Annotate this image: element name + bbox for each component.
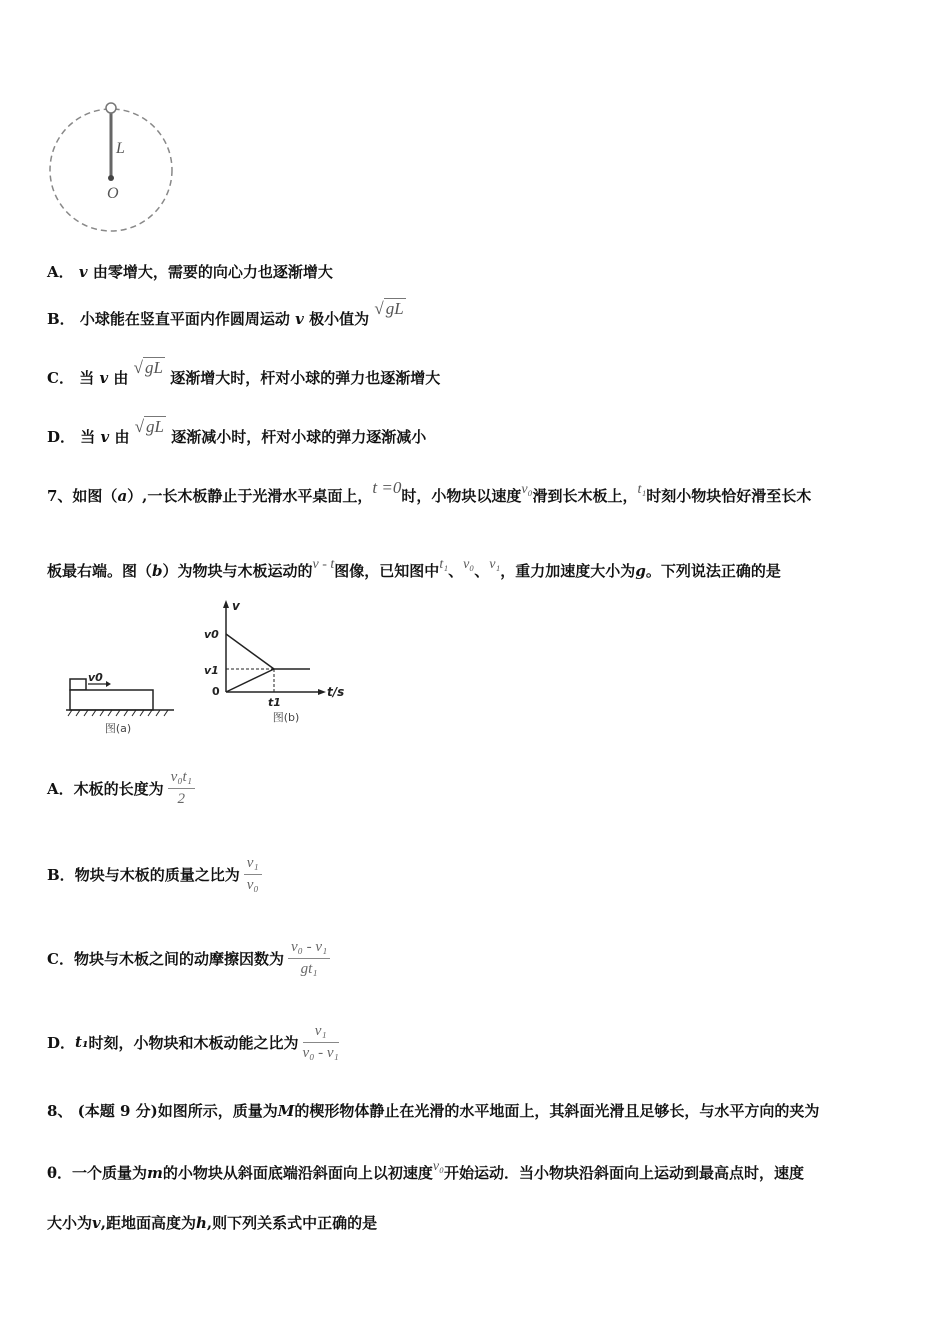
ball — [106, 103, 116, 113]
q7-stem-line1: 7、如图（a）,一长木板静止于光滑水平桌面上，t =0时，小物块以速度v₀滑到长木板上，t₁时刻小物块恰好滑至长木 — [47, 478, 812, 505]
origin-label: 0 — [212, 685, 220, 698]
t1-tick-label: t1 — [268, 696, 281, 709]
q7-option-b: B． 物块与木板的质量之比为 $\frac{\text{v₁}}{\text{v₀}}$ — [47, 852, 262, 896]
q6-option-c: C． 当 v 由 √ gL 逐渐增大时，杆对小球的弹力也逐渐增大 — [47, 358, 441, 387]
fraction: $\frac{\text{v₁}}{\text{v₀}}$ — [244, 855, 262, 894]
v0-tick-label: v0 — [204, 628, 219, 641]
fraction: $\frac{\text{v₀t₁}}{2}$ — [168, 769, 195, 808]
block-velocity-line — [226, 634, 274, 669]
q8-stem-line3: 大小为v,距地面高度为h,则下列关系式中正确的是 — [47, 1214, 378, 1232]
fraction: $\frac{\text{v₁}}{\text{v₀ - v₁}}$ — [302, 1022, 339, 1061]
q7-option-a: A． 木板的长度为 $\frac{\text{v₀t₁}}{2}$ — [47, 768, 195, 808]
label-O: O — [107, 185, 119, 202]
figure-b-caption: 图(b) — [272, 711, 300, 724]
figure-b-vt-graph — [198, 598, 366, 728]
q6-option-d: D． 当 v 由 √ gL 逐渐减小时，杆对小球的弹力逐渐减小 — [47, 417, 427, 446]
long-board — [70, 690, 153, 710]
block-v0-label: v0 — [88, 671, 103, 684]
q6-option-a: A． v 由零增大，需要的向心力也逐渐增大 — [47, 263, 333, 281]
board-velocity-line — [226, 669, 274, 692]
q6-option-b: B． 小球能在竖直平面内作圆周运动 v 极小值为 √ gL — [47, 299, 404, 328]
t-axis-label: t/s — [327, 685, 345, 699]
label-L: L — [116, 140, 125, 157]
circle-pendulum-figure — [44, 98, 184, 243]
sqrt-gl: √ gL — [133, 358, 163, 377]
block — [70, 679, 86, 690]
v0-arrow-head — [106, 681, 111, 687]
figure-a-caption: 图(a) — [104, 722, 132, 735]
v-axis-label: v — [232, 599, 240, 613]
t-axis-arrow — [318, 689, 326, 695]
figure-a-board — [62, 660, 182, 740]
q7-option-c: C． 物块与木板之间的动摩擦因数为 $\frac{\text{v₀ - v₁}}{\text{gt₁}}$ — [47, 936, 330, 980]
v-axis-arrow — [223, 600, 229, 608]
q8-stem-line1: 8、 (本题 9 分)如图所示，质量为M的楔形物体静止在光滑的水平地面上，其斜面光滑且足够长，与水平方向的夹为 — [47, 1102, 820, 1120]
q7-stem-line2: 板最右端。图（b）为物块与木板运动的v - t图像，已知图中t₁、v₀、v₁，重力加速度大小为g。下列说法正确的是 — [47, 557, 781, 580]
q8-stem-line2: θ．一个质量为m的小物块从斜面底端沿斜面向上以初速度v₀开始运动．当小物块沿斜面向上运动到最高点时，速度 — [47, 1159, 805, 1182]
sqrt-gl: √ gL — [134, 417, 165, 436]
v1-tick-label: v1 — [204, 664, 219, 677]
fraction: $\frac{\text{v₀ - v₁}}{\text{gt₁}}$ — [288, 939, 330, 978]
center-point — [108, 175, 114, 181]
sqrt-gl: √ gL — [374, 299, 404, 318]
q7-option-d: D． t₁ 时刻，小物块和木板动能之比为 $\frac{\text{v₁}}{\text{v₀ - v₁}}$ — [47, 1022, 339, 1061]
ground-hatch — [68, 710, 168, 716]
